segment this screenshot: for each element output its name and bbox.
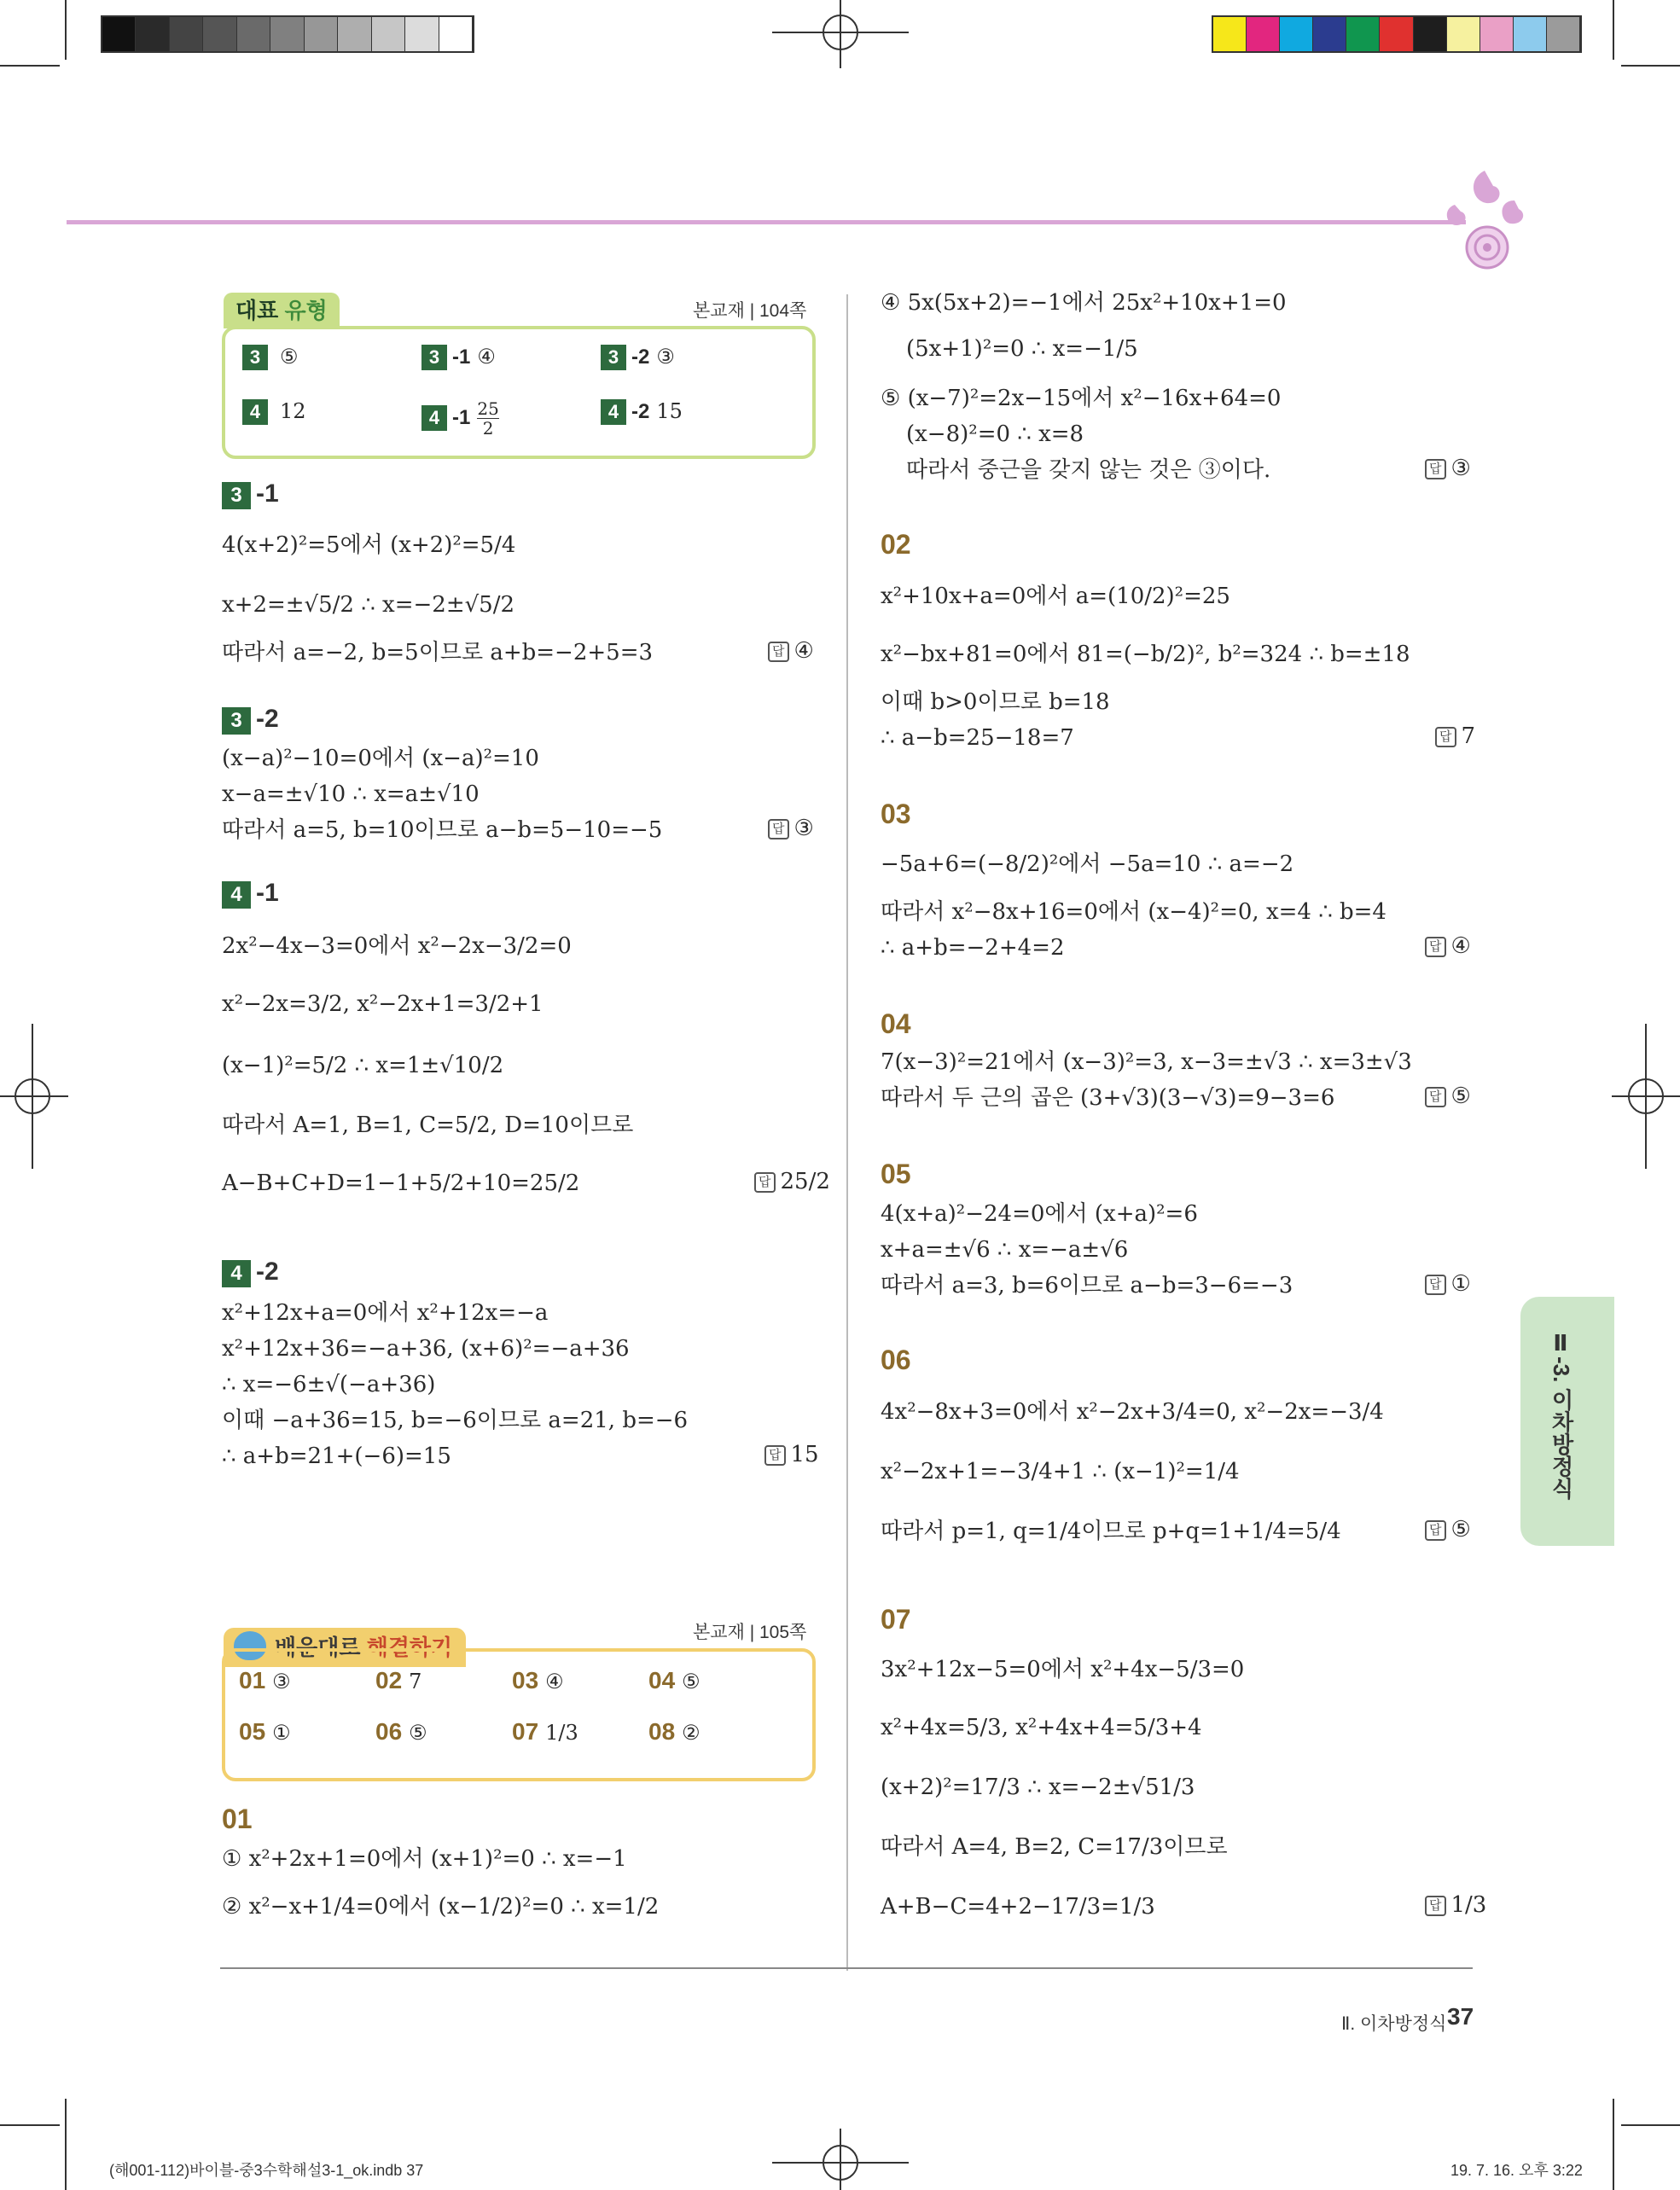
section-badge: 4 <box>242 399 268 425</box>
solve-number: 08 <box>648 1718 676 1745</box>
solution-line: 따라서 중근을 갖지 않는 것은 ③이다. <box>906 457 1271 483</box>
solution-line: 2x²−4x−3=0에서 x²−2x−3/2=0 <box>222 933 572 959</box>
answer-label: 답 <box>754 1172 776 1193</box>
gray-swatch <box>270 17 304 51</box>
answer-value: ③ <box>1450 456 1471 481</box>
color-swatch <box>1346 17 1380 51</box>
column-divider <box>846 294 848 1971</box>
problem-number: 05 <box>881 1159 911 1189</box>
color-calibration-bar <box>1212 15 1582 53</box>
solution-line: x²−bx+81=0에서 81=(−b/2)², b²=324 ∴ b=±18 <box>881 642 1410 667</box>
color-swatch <box>1414 17 1447 51</box>
registration-target-icon <box>1612 1024 1680 1169</box>
footer-page-number: 37 <box>1447 2003 1474 2030</box>
solution-line: 따라서 p=1, q=1/4이므로 p+q=1+1/4=5/4 <box>881 1519 1341 1544</box>
answer-label: 답 <box>1425 937 1446 957</box>
section-badge: 3 <box>222 707 251 735</box>
solution-line: ∴ a+b=−2+4=2 <box>881 935 1065 961</box>
color-swatch <box>1447 17 1480 51</box>
rep-types-reference: 본교재 | 104쪽 <box>693 301 807 321</box>
solve-answer: 1/3 <box>545 1721 578 1745</box>
grayscale-calibration-bar <box>101 15 474 53</box>
answer-label: 답 <box>1425 459 1446 479</box>
answer-mark <box>1425 1271 1471 1297</box>
solve-box <box>222 1648 816 1781</box>
answer-mark <box>1425 456 1471 481</box>
section-suffix: -2 <box>256 705 279 733</box>
answer-value: ④ <box>793 638 814 664</box>
color-swatch <box>1480 17 1514 51</box>
solution-line: x²+4x=5/3, x²+4x+4=5/3+4 <box>881 1715 1202 1740</box>
section-badge: 3 <box>222 482 251 509</box>
solve-number: 02 <box>375 1667 403 1693</box>
rep-types-box <box>222 326 816 459</box>
answer-label: 답 <box>1425 1520 1446 1541</box>
solve-title-a: 배운대로 <box>275 1635 361 1660</box>
section-badge: 3 <box>421 345 447 370</box>
solution-line: x²+12x+a=0에서 x²+12x=−a <box>222 1300 549 1326</box>
answer-mark <box>754 1169 830 1194</box>
answer-mark <box>764 1442 819 1467</box>
rep-title-b: 유형 <box>284 298 328 323</box>
answer-label: 답 <box>1425 1896 1446 1916</box>
solution-line: 따라서 a=3, b=6이므로 a−b=3−6=−3 <box>881 1273 1293 1298</box>
answer-value: ① <box>1450 1271 1471 1297</box>
color-swatch <box>1213 17 1247 51</box>
answer-mark <box>1425 933 1471 959</box>
registration-target-icon <box>0 1024 68 1169</box>
rep-answer-item <box>421 345 496 370</box>
answer-label: 답 <box>1425 1087 1446 1107</box>
rep-suffix: -2 <box>631 346 650 369</box>
chapter-side-tab <box>1520 1297 1614 1546</box>
solution-line: 따라서 a=5, b=10이므로 a−b=5−10=−5 <box>222 817 663 843</box>
registration-target-icon <box>772 0 909 68</box>
rep-answer-fraction <box>477 399 498 438</box>
crop-mark <box>1621 65 1680 67</box>
problem-number: 01 <box>222 1804 253 1834</box>
section-badge: 4 <box>222 1260 251 1287</box>
solve-answer-item <box>375 1667 421 1694</box>
rep-suffix: -1 <box>452 346 471 369</box>
solve-reference: 본교재 | 105쪽 <box>693 1623 807 1642</box>
gray-swatch <box>136 17 169 51</box>
solution-line: (x−a)²−10=0에서 (x−a)²=10 <box>222 746 539 771</box>
print-date: 19. 7. 16. 오후 3:22 <box>1450 2162 1583 2179</box>
solution-line: ⑤ (x−7)²=2x−15에서 x²−16x+64=0 <box>881 386 1282 411</box>
answer-mark <box>768 638 814 664</box>
solve-number: 07 <box>512 1718 539 1745</box>
problem-number: 03 <box>881 799 911 829</box>
registration-target-icon <box>772 2129 909 2190</box>
solution-line: x²+12x+36=−a+36, (x+6)²=−a+36 <box>222 1336 630 1362</box>
footer-chapter: Ⅱ. 이차방정식 <box>1341 2014 1447 2034</box>
solution-line: 4(x+a)²−24=0에서 (x+a)²=6 <box>881 1201 1198 1227</box>
solve-answer-item <box>512 1718 578 1746</box>
solution-line: x−a=±√10 ∴ x=a±√10 <box>222 781 480 807</box>
gray-swatch <box>372 17 405 51</box>
answer-value: ④ <box>1450 933 1471 959</box>
solve-number: 01 <box>239 1667 266 1693</box>
solve-answer: ⑤ <box>682 1670 700 1693</box>
answer-value: 7 <box>1461 723 1476 749</box>
solution-line: ∴ a+b=21+(−6)=15 <box>222 1444 451 1469</box>
answer-label: 답 <box>1435 727 1456 747</box>
print-file-name: (해001-112)바이블-중3수학해설3-1_ok.indb 37 <box>109 2162 424 2179</box>
solution-line: (x+2)²=17/3 ∴ x=−2±√51/3 <box>881 1775 1195 1800</box>
section-badge: 3 <box>242 345 268 370</box>
answer-label: 답 <box>768 819 789 839</box>
rep-suffix: -2 <box>631 400 650 423</box>
section-suffix: -1 <box>256 479 279 508</box>
solution-line: 7(x−3)²=21에서 (x−3)²=3, x−3=±√3 ∴ x=3±√3 <box>881 1049 1412 1075</box>
solution-line: 4(x+2)²=5에서 (x+2)²=5/4 <box>222 532 516 558</box>
swirl-ornament-icon <box>1433 162 1527 273</box>
solution-line: −5a+6=(−8/2)²에서 −5a=10 ∴ a=−2 <box>881 851 1294 877</box>
rep-answer-item <box>601 345 675 370</box>
solution-line: x²+10x+a=0에서 a=(10/2)²=25 <box>881 584 1230 609</box>
answer-value: ③ <box>793 816 814 841</box>
gray-swatch <box>338 17 371 51</box>
solution-line: x+2=±√5/2 ∴ x=−2±√5/2 <box>222 592 515 618</box>
crop-mark <box>1621 2124 1680 2126</box>
solve-answer: ② <box>682 1721 700 1745</box>
solution-line: ② x²−x+1/4=0에서 (x−1/2)²=0 ∴ x=1/2 <box>222 1894 660 1920</box>
solution-line: 따라서 a=−2, b=5이므로 a+b=−2+5=3 <box>222 640 654 665</box>
problem-number: 06 <box>881 1345 911 1375</box>
rep-answer-item <box>421 399 499 438</box>
solution-line: 따라서 A=4, B=2, C=17/3이므로 <box>881 1834 1228 1860</box>
solution-line: (x−1)²=5/2 ∴ x=1±√10/2 <box>222 1053 504 1078</box>
solution-line: 이때 −a+36=15, b=−6이므로 a=21, b=−6 <box>222 1408 689 1433</box>
solution-line: x²−2x=3/2, x²−2x+1=3/2+1 <box>222 991 544 1017</box>
solve-answer: ① <box>272 1721 291 1745</box>
crop-mark <box>65 2099 67 2190</box>
rep-answer-value: 12 <box>280 399 306 423</box>
solution-line: A+B−C=4+2−17/3=1/3 <box>881 1894 1155 1920</box>
solution-line: (x−8)²=0 ∴ x=8 <box>906 421 1084 447</box>
solution-line: ④ 5x(5x+2)=−1에서 25x²+10x+1=0 <box>881 290 1287 316</box>
color-swatch <box>1247 17 1280 51</box>
color-swatch <box>1313 17 1346 51</box>
section-badge: 3 <box>601 345 626 370</box>
gray-swatch <box>305 17 338 51</box>
answer-value: 25/2 <box>780 1169 830 1194</box>
crop-mark <box>1613 2099 1614 2190</box>
color-swatch <box>1547 17 1580 51</box>
solve-answer-item <box>648 1718 700 1746</box>
solve-answer: ⑤ <box>409 1721 427 1745</box>
solution-line: x+a=±√6 ∴ x=−a±√6 <box>881 1237 1129 1263</box>
solve-answer: ③ <box>272 1670 291 1693</box>
solve-number: 03 <box>512 1667 539 1693</box>
rep-answer-value: ③ <box>656 345 675 369</box>
rep-types-title <box>224 293 340 328</box>
chapter-side-tab-label: Ⅱ-3. 이차방정식 <box>1549 1331 1574 1500</box>
color-swatch <box>1280 17 1313 51</box>
answer-mark <box>768 816 814 841</box>
solve-answer-item <box>375 1718 427 1746</box>
section-badge: 4 <box>601 399 626 425</box>
gray-swatch <box>439 17 473 51</box>
solve-number: 06 <box>375 1718 403 1745</box>
solution-line: 4x²−8x+3=0에서 x²−2x+3/4=0, x²−2x=−3/4 <box>881 1399 1384 1425</box>
answer-label: 답 <box>768 642 789 662</box>
gray-swatch <box>237 17 270 51</box>
solve-answer-item <box>512 1667 564 1694</box>
solution-line: 따라서 두 근의 곱은 (3+√3)(3−√3)=9−3=6 <box>881 1085 1335 1111</box>
color-swatch <box>1514 17 1547 51</box>
gray-swatch <box>203 17 236 51</box>
solve-answer-item <box>648 1667 700 1694</box>
section-suffix: -2 <box>256 1258 279 1286</box>
crop-mark <box>65 0 67 60</box>
answer-value: 15 <box>790 1442 819 1467</box>
problem-number: 07 <box>881 1604 911 1635</box>
solution-line: 따라서 x²−8x+16=0에서 (x−4)²=0, x=4 ∴ b=4 <box>881 899 1386 925</box>
fraction-denominator: 2 <box>482 418 494 439</box>
answer-mark <box>1435 723 1475 749</box>
fraction-numerator: 25 <box>477 398 499 419</box>
answer-label: 답 <box>764 1445 786 1466</box>
rep-answer-item <box>601 399 683 425</box>
solution-line: x²−2x+1=−3/4+1 ∴ (x−1)²=1/4 <box>881 1459 1240 1484</box>
answer-value: 1/3 <box>1450 1892 1487 1918</box>
solve-answer-item <box>239 1718 291 1746</box>
section-4-2-heading <box>222 1258 279 1287</box>
section-badge: 4 <box>222 881 251 909</box>
rep-suffix: -1 <box>452 406 471 429</box>
section-badge: 4 <box>421 405 447 431</box>
section-3-2-heading <box>222 705 279 735</box>
bottom-rule <box>220 1967 1473 1969</box>
crop-mark <box>0 65 60 67</box>
rep-answer-value: ④ <box>477 345 496 369</box>
answer-mark <box>1425 1083 1471 1109</box>
answer-value: ⑤ <box>1450 1517 1471 1542</box>
solution-line: (5x+1)²=0 ∴ x=−1/5 <box>906 336 1138 362</box>
header-rule <box>67 220 1466 224</box>
gray-swatch <box>102 17 136 51</box>
crop-mark <box>1613 0 1614 60</box>
solution-line: 3x²+12x−5=0에서 x²+4x−5/3=0 <box>881 1657 1245 1682</box>
answer-label: 답 <box>1425 1275 1446 1295</box>
solution-line: 이때 b>0이므로 b=18 <box>881 689 1110 715</box>
problem-number: 02 <box>881 529 911 560</box>
solve-answer: 7 <box>409 1670 422 1693</box>
rep-title-a: 대표 <box>235 298 279 323</box>
solve-title-b: 해결하기 <box>366 1635 453 1660</box>
answer-mark <box>1425 1517 1471 1542</box>
solve-answer-item <box>239 1667 291 1694</box>
solution-line: A−B+C+D=1−1+5/2+10=25/2 <box>222 1171 580 1196</box>
rep-answer-item <box>242 399 306 425</box>
color-swatch <box>1380 17 1413 51</box>
solve-number: 04 <box>648 1667 676 1693</box>
answer-mark <box>1425 1892 1486 1918</box>
gray-swatch <box>170 17 203 51</box>
crop-mark <box>0 2124 60 2126</box>
solve-answer: ④ <box>545 1670 564 1693</box>
rep-answer-value: ⑤ <box>280 345 299 369</box>
solve-number: 05 <box>239 1718 266 1745</box>
answer-value: ⑤ <box>1450 1083 1471 1109</box>
gray-swatch <box>405 17 439 51</box>
section-suffix: -1 <box>256 879 279 907</box>
section-3-1-heading <box>222 479 279 509</box>
problem-number: 04 <box>881 1008 911 1039</box>
solution-line: 따라서 A=1, B=1, C=5/2, D=10이므로 <box>222 1112 634 1138</box>
solution-line: ∴ x=−6±√(−a+36) <box>222 1372 436 1397</box>
rep-answer-value: 15 <box>656 399 683 423</box>
solution-line: ∴ a−b=25−18=7 <box>881 725 1074 751</box>
rep-answer-item <box>242 345 299 370</box>
solution-line: ① x²+2x+1=0에서 (x+1)²=0 ∴ x=−1 <box>222 1846 627 1872</box>
section-4-1-heading <box>222 879 279 909</box>
